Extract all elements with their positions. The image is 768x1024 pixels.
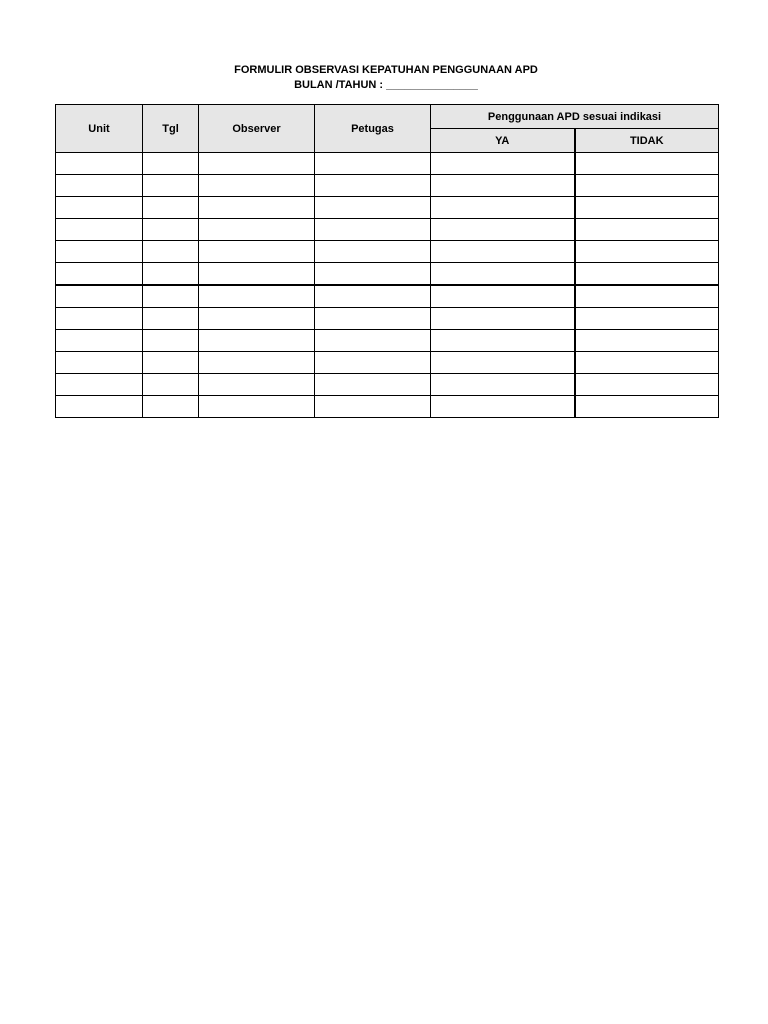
tidak-cell [575, 219, 719, 241]
tidak-cell [575, 330, 719, 352]
table-row [56, 175, 719, 197]
ya-cell [431, 352, 575, 374]
ya-cell [431, 263, 575, 286]
unit-cell [56, 352, 143, 374]
table-row [56, 330, 719, 352]
petugas-cell [315, 308, 431, 330]
tidak-cell [575, 263, 719, 286]
tgl-cell [143, 308, 199, 330]
observer-cell [199, 352, 315, 374]
unit-cell [56, 330, 143, 352]
tidak-cell [575, 153, 719, 175]
observer-cell [199, 285, 315, 308]
observer-cell [199, 219, 315, 241]
ya-cell [431, 374, 575, 396]
unit-cell [56, 263, 143, 286]
header-petugas: Petugas [315, 105, 431, 153]
unit-cell [56, 153, 143, 175]
form-subtitle: BULAN /TAHUN : _______________ [294, 79, 478, 91]
ya-cell [431, 396, 575, 418]
petugas-cell [315, 352, 431, 374]
observer-cell [199, 396, 315, 418]
header-tidak: TIDAK [575, 129, 719, 153]
observation-table [55, 104, 719, 418]
observer-cell [199, 197, 315, 219]
unit-cell [56, 219, 143, 241]
table-row [56, 285, 719, 308]
observer-cell [199, 374, 315, 396]
tgl-cell [143, 197, 199, 219]
unit-cell [56, 374, 143, 396]
header-apd-group: Penggunaan APD sesuai indikasi [431, 105, 719, 129]
header-ya: YA [431, 129, 575, 153]
unit-cell [56, 197, 143, 219]
ya-cell [431, 219, 575, 241]
ya-cell [431, 330, 575, 352]
table-row [56, 197, 719, 219]
table-row [56, 396, 719, 418]
observer-cell [199, 330, 315, 352]
ya-cell [431, 241, 575, 263]
table-row [56, 308, 719, 330]
observer-cell [199, 263, 315, 286]
tidak-cell [575, 241, 719, 263]
unit-cell [56, 241, 143, 263]
tgl-cell [143, 263, 199, 286]
table-row [56, 374, 719, 396]
ya-cell [431, 153, 575, 175]
petugas-cell [315, 197, 431, 219]
observer-cell [199, 153, 315, 175]
tidak-cell [575, 374, 719, 396]
header-tgl: Tgl [143, 105, 199, 153]
ya-cell [431, 308, 575, 330]
tidak-cell [575, 352, 719, 374]
tgl-cell [143, 175, 199, 197]
table-row [56, 153, 719, 175]
petugas-cell [315, 175, 431, 197]
tgl-cell [143, 396, 199, 418]
tgl-cell [143, 153, 199, 175]
table-row [56, 219, 719, 241]
petugas-cell [315, 330, 431, 352]
tgl-cell [143, 374, 199, 396]
table-row [56, 263, 719, 286]
tidak-cell [575, 396, 719, 418]
ya-cell [431, 197, 575, 219]
petugas-cell [315, 374, 431, 396]
table-row [56, 241, 719, 263]
ya-cell [431, 285, 575, 308]
unit-cell [56, 175, 143, 197]
tgl-cell [143, 241, 199, 263]
tidak-cell [575, 175, 719, 197]
ya-cell [431, 175, 575, 197]
petugas-cell [315, 153, 431, 175]
tidak-cell [575, 285, 719, 308]
header-observer: Observer [199, 105, 315, 153]
unit-cell [56, 308, 143, 330]
petugas-cell [315, 396, 431, 418]
tidak-cell [575, 197, 719, 219]
tgl-cell [143, 352, 199, 374]
unit-cell [56, 396, 143, 418]
tgl-cell [143, 219, 199, 241]
table-row [56, 352, 719, 374]
petugas-cell [315, 285, 431, 308]
tidak-cell [575, 308, 719, 330]
petugas-cell [315, 219, 431, 241]
tgl-cell [143, 285, 199, 308]
form-title: FORMULIR OBSERVASI KEPATUHAN PENGGUNAAN APD [234, 64, 538, 76]
observer-cell [199, 175, 315, 197]
unit-cell [56, 285, 143, 308]
petugas-cell [315, 241, 431, 263]
observer-cell [199, 308, 315, 330]
petugas-cell [315, 263, 431, 286]
tgl-cell [143, 330, 199, 352]
table-body [56, 153, 719, 418]
header-unit: Unit [56, 105, 143, 153]
observer-cell [199, 241, 315, 263]
